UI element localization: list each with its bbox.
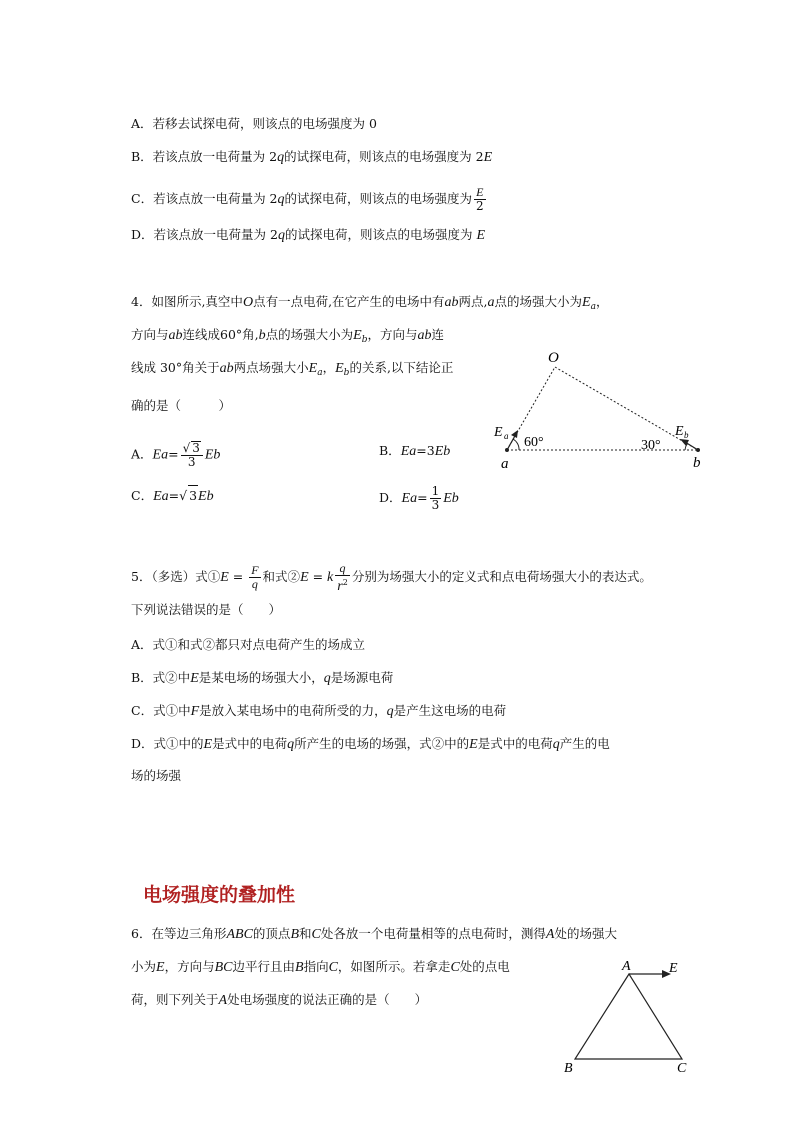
q6-text: 边平行且由 [232,959,295,974]
q6-text: 小为 [131,959,157,974]
q3-option-c [131,186,488,213]
q4-var-ab: ab [417,328,432,343]
q3-option-b-var-e: E [483,150,493,165]
q5-text: = [228,569,248,584]
q4-var: Eb [198,489,214,504]
q5-var-r: r [337,579,343,594]
q4-text: = [417,490,428,505]
q4-sub-b: b [343,368,350,378]
q6-var-c: C [450,960,460,975]
q4-text: 4．如图所示,真空中 [131,294,243,309]
q3-option-b [131,147,492,168]
q5-text: B．式②中 [131,670,191,685]
q4-option-a-fraction [181,441,203,469]
q5-stem-line2 [131,600,281,620]
q4-text: 两点场强大小 [233,360,309,375]
q4-option-d-label: D． [379,490,402,505]
q6-var-a: A [545,927,555,942]
q6-var-b: B [290,927,299,942]
q3-option-d-var-e: E [476,228,485,243]
q4-text: 点的场强大小为 [265,327,354,342]
q5-var-q: q [323,671,331,686]
q4-var: Ea [153,489,169,504]
q4-text: 连线成60°角, [182,327,259,342]
q5-option-a [131,635,365,655]
q4-var-e: E [308,361,318,376]
q4-text: 线成 30°角关于 [131,360,220,375]
q5-var-e: E [220,570,229,585]
label-a: a [501,456,509,472]
q4-text: 点的场强大小为 [494,294,583,309]
q6-stem-line3 [131,990,427,1011]
q5-option-a-text: A．式①和式②都只对点电荷产生的场成立 [131,637,366,652]
q4-option-c: C．Ea=√ 3Eb [131,485,214,507]
fraction-denominator: 3 [187,455,196,469]
q5-text: 所产生的电场的场强，式②中的 [294,736,470,751]
label-angle-30: 30° [641,438,661,453]
q6-var-e: E [156,960,165,975]
q4-var-e: E [353,328,362,343]
q4-sub-a: a [317,368,323,378]
q4-text: =3 [416,443,435,458]
q4-stem-line3 [131,358,453,383]
q4-text: ， [595,294,609,309]
q6-text: 6．在等边三角形 [131,926,227,941]
label-b: b [693,455,701,471]
q4-var-o: O [242,295,254,310]
q4-var: Eb [443,491,459,506]
q4-text: 点有一点电荷,在它产生的电场中有 [253,294,445,309]
q5-exponent: 2 [342,578,348,587]
q3-option-a-text: A．若移去试探电荷，则该点的电场强度为 0 [131,116,377,131]
q6-text: ，如图所示。若拿走 [337,959,451,974]
q5-option-d-line2 [131,766,181,786]
q4-var-a: a [487,295,495,310]
q6-var-abc: ABC [226,927,253,942]
q5-text: 5．（多选）式① [131,569,221,584]
q3-option-a [131,114,377,134]
q4-option-b-label: B． [379,443,401,458]
q5-var-q: q [552,737,560,752]
q3-option-c-text2: 的试探电荷，则该点的电场强度为 [284,191,473,206]
point-b [696,448,700,452]
q4-var: Ea [400,444,417,459]
fraction-numerator: E [474,186,486,200]
q5-var-e: E [203,737,213,752]
q6-var-c: C [311,927,321,942]
q3-option-c-var-q: q [277,192,285,207]
q4-option-d [379,485,459,512]
q6-text: 和 [299,926,312,941]
section-title: 电场强度的叠加性 [143,884,296,906]
q4-text: 确的是（ ） [131,398,232,413]
q5-var-f: F [190,704,200,719]
q4-stem-line4 [131,396,231,416]
q5-text: 和式② [262,569,301,584]
triangle-abc [575,974,682,1059]
q4-stem-line2 [131,325,444,350]
q5-text: 场的场强 [131,768,182,783]
q6-var-a: A [218,993,228,1008]
label-ea-sub: a [504,431,509,441]
q6-stem-line2 [131,957,510,978]
q4-stem-line1 [131,292,609,317]
q5-text: 是产生这电场的电荷 [393,703,507,718]
q6-var-bc: BC [214,960,233,975]
q5-var-q: q [386,704,394,719]
q4-text: 的关系,以下结论正 [349,360,454,375]
q5-option-b [131,668,393,689]
q5-text: 是场源电荷 [330,670,394,685]
fraction-denominator: 2 [476,199,484,213]
q4-var: Eb [434,444,451,459]
q4-var: Ea [401,491,418,506]
q4-triangle-diagram [480,340,720,480]
q3-option-c-text: C．若该点放一电荷量为 2 [131,191,278,206]
eb-arrowhead [680,439,689,446]
q5-var-e: E [190,671,199,686]
q4-var-ab: ab [168,328,183,343]
q4-sub-b: b [361,335,368,345]
label-eb: E [675,424,684,439]
label-eb-sub: b [684,430,689,440]
fraction-denominator: q [251,577,258,591]
fraction-numerator: F [251,563,259,577]
fraction-denominator: 3 [431,498,440,512]
q5-option-c [131,701,506,722]
q6-text: 处电场强度的说法正确的是（ ） [227,992,428,1007]
q4-var-ab: ab [219,361,234,376]
q4-option-a [131,441,220,469]
q5-text: = [308,569,328,584]
label-ea: E [494,425,503,440]
q5-var-q: q [287,737,295,752]
q3-option-d-var-q: q [277,228,285,243]
q6-text: ，方向与 [164,959,215,974]
q6-text: 处各放一个电荷量相等的点电荷时，测得 [320,926,546,941]
q5-text: 是某电场的场强大小， [198,670,324,685]
q3-option-b-var-q: q [277,150,285,165]
q6-triangle-diagram [555,955,705,1080]
q5-text: 下列说法错误的是（ ） [131,602,282,617]
fraction-numerator: √ 3 [181,441,203,456]
q5-text: 是式中的电荷 [212,736,288,751]
fraction-numerator: q [335,562,350,576]
q4-text: ，方向与 [367,327,418,342]
q4-option-d-fraction [430,485,442,512]
q3-option-d [131,225,485,246]
label-angle-60: 60° [524,435,544,450]
q4-var-ab: ab [444,295,459,310]
q4-var-e: E [335,361,344,376]
q4-text: ， [322,360,336,375]
q3-option-d-text: D．若该点放一电荷量为 2 [131,227,278,242]
label-o: O [548,350,559,366]
label-a: A [622,959,631,974]
q4-text: 两点, [458,294,488,309]
sqrt-radicand: 3 [188,485,198,506]
q5-var-e: E [300,570,309,585]
q4-text: = [168,446,179,462]
q4-var: Ea [152,447,169,463]
q6-text: 的顶点 [252,926,291,941]
q6-var-b: B [295,960,304,975]
q4-sub-a: a [590,302,596,312]
q6-var-c: C [328,960,338,975]
q4-text: = [168,488,180,503]
q5-text: D．式①中的 [131,736,204,751]
q5-stem-line1 [131,562,652,593]
q5-text: 是放入某电场中的电荷所受的力， [199,703,387,718]
q5-option-d [131,734,610,755]
q4-option-a-label: A． [131,446,153,462]
q6-text: 处的场强大 [554,926,617,941]
q4-var-e: E [582,295,591,310]
q4-text: 连 [431,327,445,342]
q6-text: 荷，则下列关于 [131,992,219,1007]
q3-option-c-fraction [474,186,486,213]
q4-var-b: b [258,328,266,343]
q5-text: 是式中的电荷 [477,736,553,751]
point-a [505,448,509,452]
fraction-numerator: 1 [431,484,440,498]
q5-text: 分别为场强大小的定义式和点电荷场强大小的表达式。 [351,569,652,584]
label-b: B [564,1061,573,1076]
q5-text: C．式①中 [131,703,191,718]
fraction-denominator [335,576,350,593]
label-c: C [677,1061,687,1076]
q6-stem-line1 [131,924,617,945]
q3-option-b-text2: 的试探电荷，则该点的电场强度为 2 [284,149,484,164]
q3-option-d-text2: 的试探电荷，则该点的电场强度为 [284,227,477,242]
sqrt-radicand: 3 [192,441,200,455]
q4-var: Eb [204,447,221,463]
q4-option-b [379,441,450,462]
q5-var-k: k [327,570,334,585]
angle-60-arc [513,439,519,450]
label-e: E [669,961,678,976]
q6-text: 处的点电 [459,959,510,974]
q5-fraction-f-q [249,564,260,591]
q3-option-b-text: B．若该点放一电荷量为 2 [131,149,278,164]
q4-option-c-label: C． [131,488,154,503]
q5-fraction-q-r2 [335,562,350,593]
q6-text: 指向 [303,959,329,974]
q4-text: 方向与 [131,327,169,342]
q5-text: 产生的电 [559,736,610,751]
q5-var-e: E [469,737,478,752]
